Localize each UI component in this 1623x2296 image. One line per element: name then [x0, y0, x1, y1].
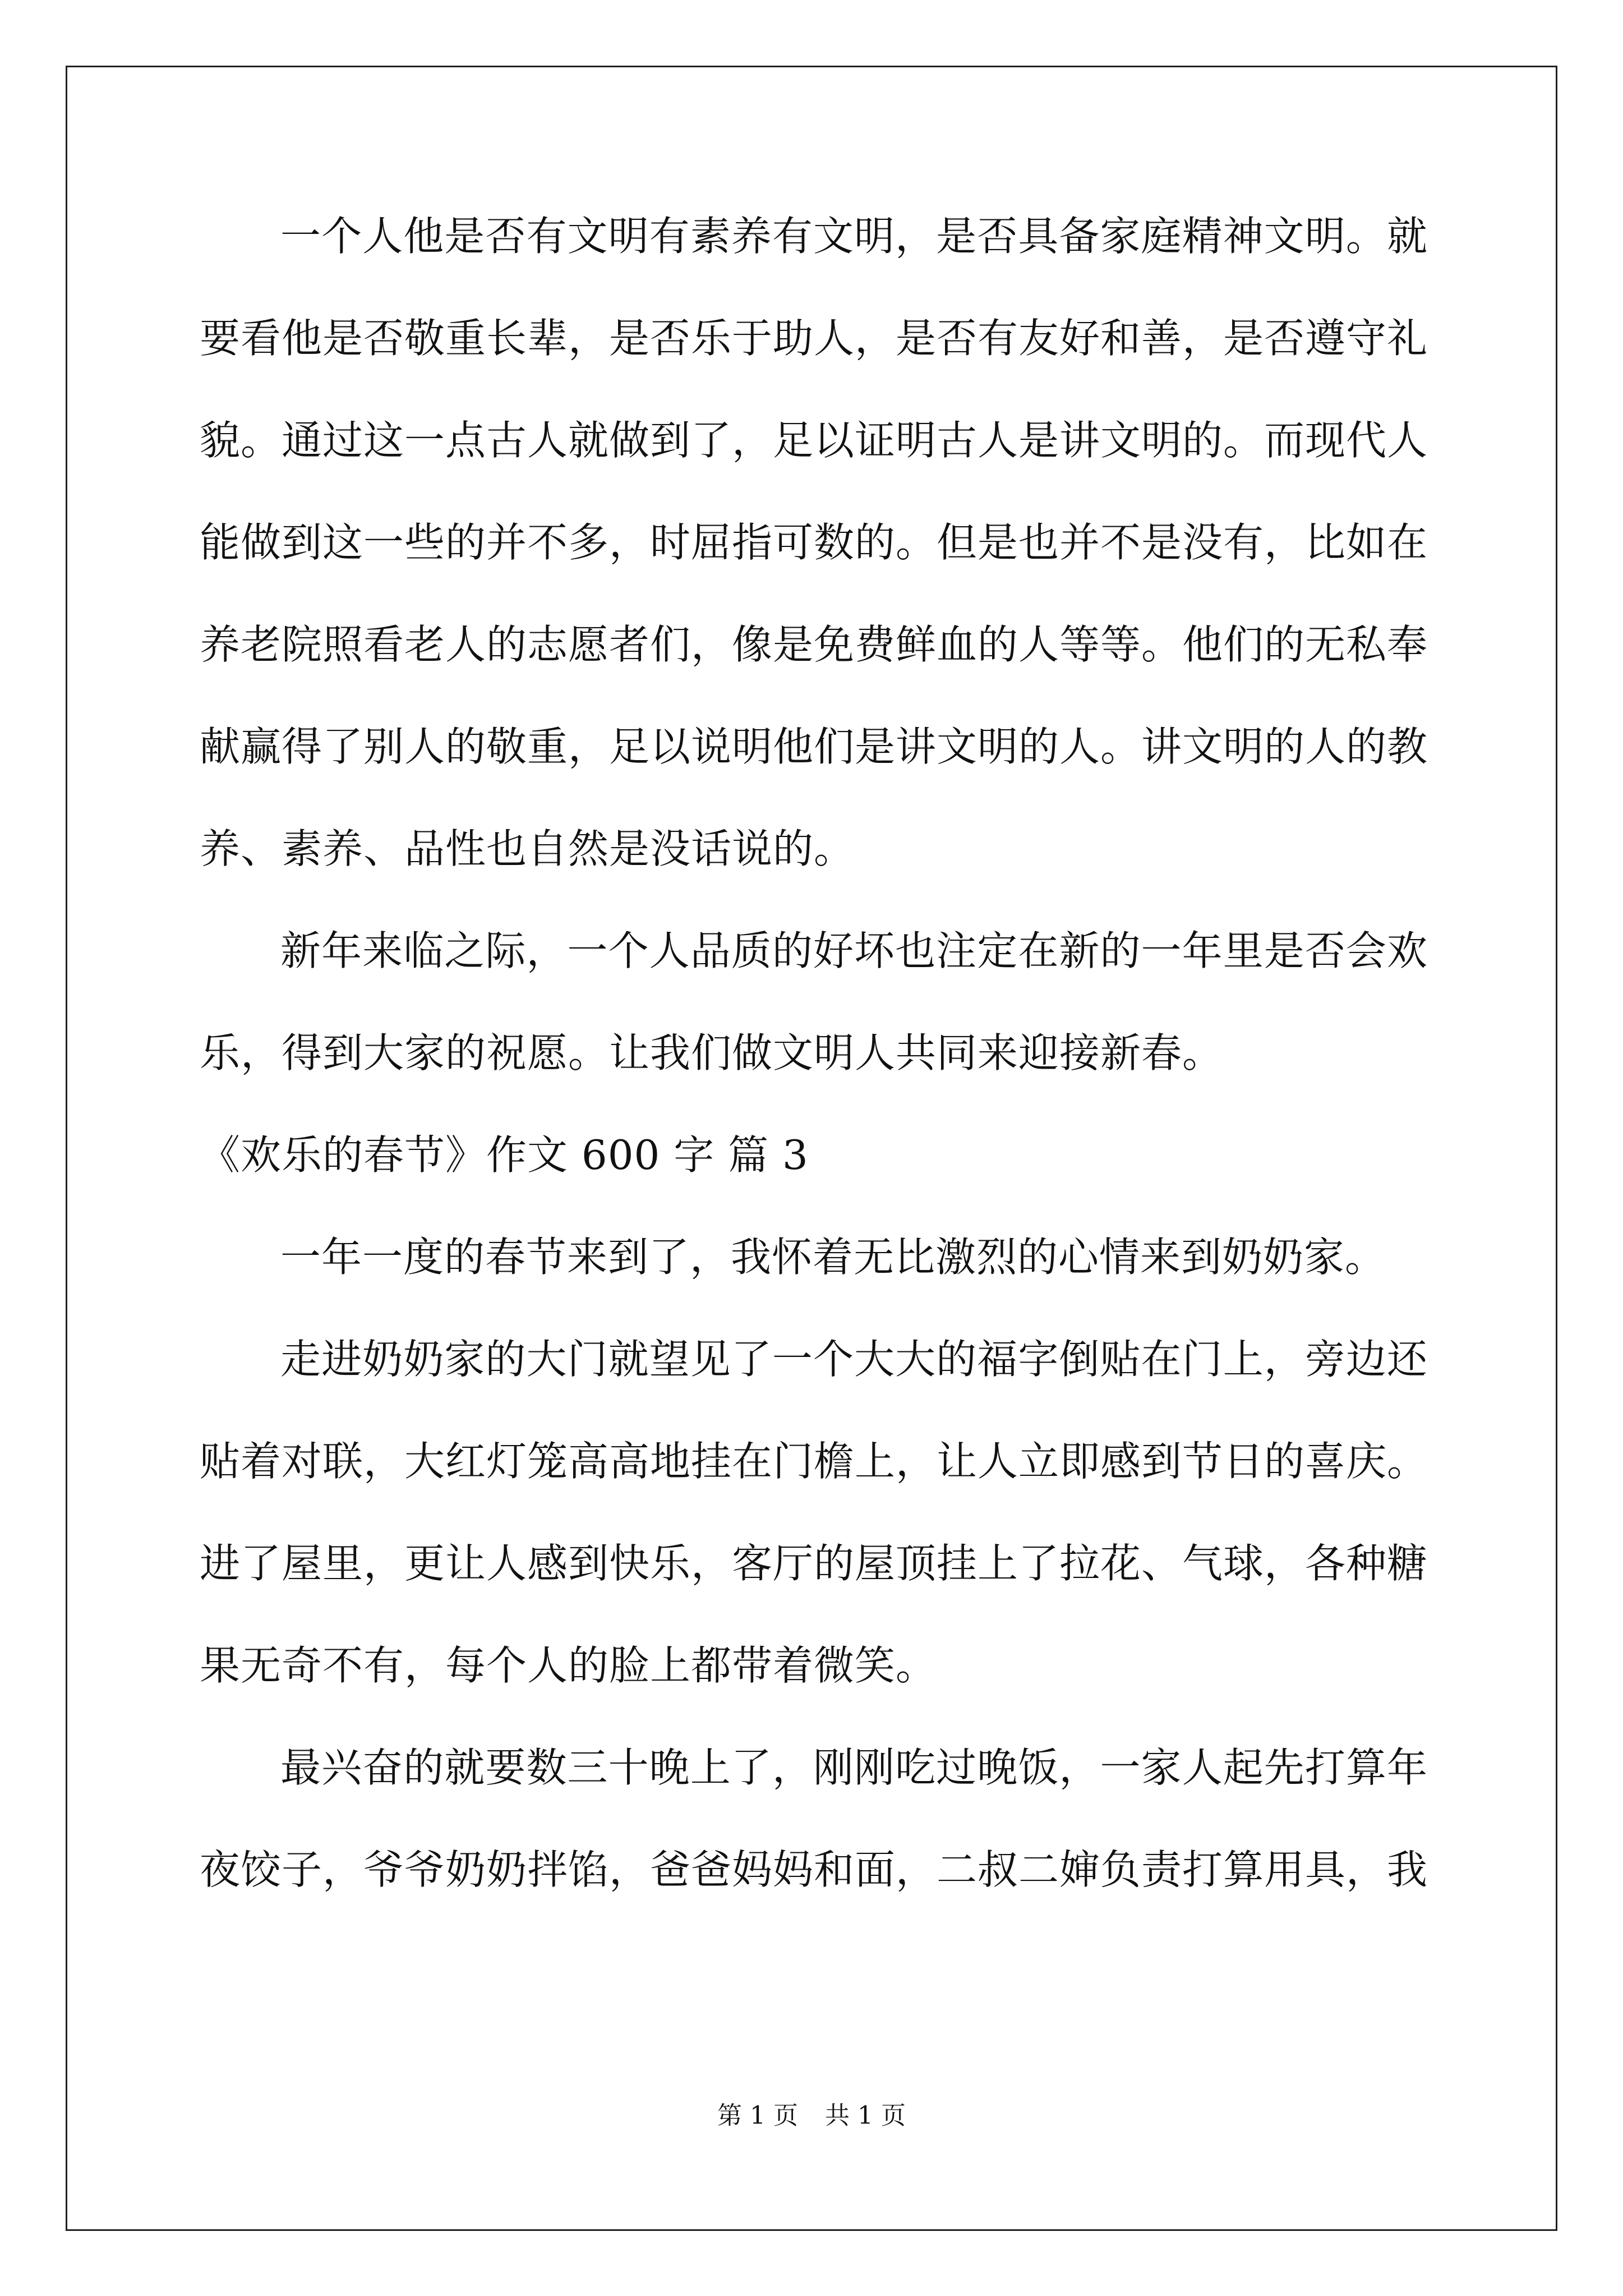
page-total: 共 1 页 — [825, 2101, 906, 2130]
paragraph: 最兴奋的就要数三十晚上了，刚刚吃过晚饭，一家人起先打算年夜饺子，爷爷奶奶拌馅，爸爸妈妈和面，二叔二婶负责打算用具，我 — [200, 1744, 1428, 1893]
paragraph: 新年来临之际，一个人品质的好坏也注定在新的一年里是否会欢乐，得到大家的祝愿。让我们做文明人共同来迎接新春。 — [200, 927, 1428, 1076]
paragraph: 一个人他是否有文明有素养有文明，是否具备家庭精神文明。就要看他是否敬重长辈，是否乐于助人，是否有友好和善，是否遵守礼貌。通过这一点古人就做到了，足以证明古人是讲文明的。而现代人能做到这一些的并不多，时屈指可数的。但是也并不是没有，比如在养老院照看老人的志愿者们，像是免费鲜血的人等等。他们的无私奉献赢得了别人的敬重，足以说明他们是讲文明的人。讲文明的人的教养、素养、品性也自然是没话说的。 — [200, 213, 1428, 872]
page-number: 第 1 页 — [717, 2101, 798, 2130]
paragraph: 一年一度的春节来到了，我怀着无比激烈的心情来到奶奶家。 — [280, 1234, 1386, 1281]
section-title: 《欢乐的春节》作文 600 字 篇 3 — [200, 1131, 809, 1179]
document-body — [200, 185, 1428, 1921]
paragraph: 走进奶奶家的大门就望见了一个大大的福字倒贴在门上，旁边还贴着对联，大红灯笼高高地挂在门檐上，让人立即感到节日的喜庆。进了屋里，更让人感到快乐，客厅的屋顶挂上了拉花、气球，各种糖果无奇不有，每个人的脸上都带着微笑。 — [200, 1336, 1428, 1689]
page-footer — [0, 2095, 1623, 2131]
